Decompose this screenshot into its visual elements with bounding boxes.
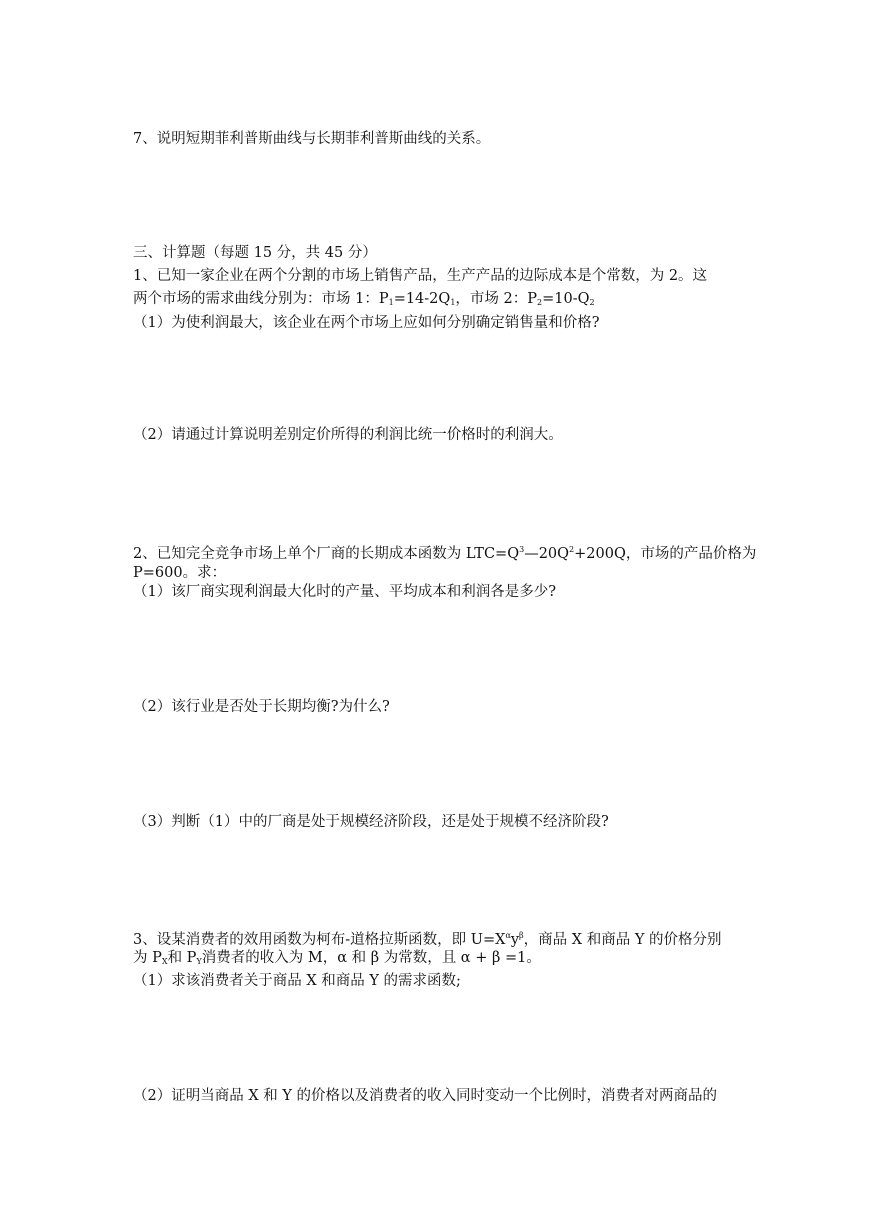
subscript: Y bbox=[196, 957, 202, 966]
problem-3-line-2 bbox=[133, 948, 541, 972]
text: 两个市场的需求曲线分别为：市场 1：P bbox=[133, 291, 389, 307]
problem-1-sub-2: （2）请通过计算说明差别定价所得的利润比统一价格时的利润大。 bbox=[133, 427, 563, 443]
problem-2-sub-2: （2）该行业是否处于长期均衡?为什么? bbox=[133, 699, 390, 715]
problem-1-line-2 bbox=[133, 289, 595, 313]
text: 消费者的收入为 M，α 和 β 为常数，且 α + β =1。 bbox=[201, 950, 541, 966]
subscript: X bbox=[161, 957, 168, 966]
superscript: β bbox=[519, 931, 524, 940]
problem-3-line-1 bbox=[133, 926, 722, 950]
problem-3-sub-1: （1）求该消费者关于商品 X 和商品 Y 的需求函数; bbox=[133, 973, 461, 989]
text: 2、已知完全竞争市场上单个厂商的长期成本函数为 LTC=Q bbox=[133, 546, 520, 562]
text: y bbox=[510, 932, 520, 948]
subscript: 2 bbox=[589, 298, 595, 307]
question-7: 7、说明短期菲利普斯曲线与长期菲利普斯曲线的关系。 bbox=[133, 131, 491, 147]
problem-2-sub-1: （1）该厂商实现利润最大化时的产量、平均成本和利润各是多少? bbox=[133, 584, 556, 600]
section-heading: 三、计算题（每题 15 分，共 45 分） bbox=[133, 245, 377, 261]
text: 为 P bbox=[133, 950, 162, 966]
problem-1-line-1: 1、已知一家企业在两个分割的市场上销售产品，生产产品的边际成本是个常数，为 2。这 bbox=[133, 268, 708, 284]
problem-2-line-2: P=600。求： bbox=[133, 565, 227, 581]
subscript: 2 bbox=[537, 298, 543, 307]
subscript: 1 bbox=[388, 298, 394, 307]
superscript: 2 bbox=[569, 545, 575, 554]
superscript: 3 bbox=[519, 545, 525, 554]
text: +200Q，市场的产品价格为 bbox=[574, 546, 757, 562]
superscript: α bbox=[505, 931, 511, 940]
problem-2-sub-3: （3）判断（1）中的厂商是处于规模经济阶段，还是处于规模不经济阶段? bbox=[133, 814, 609, 830]
text: =10-Q bbox=[542, 291, 590, 307]
text: ，市场 2：P bbox=[455, 291, 537, 307]
text: =14-2Q bbox=[393, 291, 451, 307]
text: ，商品 X 和商品 Y 的价格分别 bbox=[523, 932, 722, 948]
problem-1-sub-1: （1）为使利润最大，该企业在两个市场上应如何分别确定销售量和价格? bbox=[133, 315, 600, 331]
problem-2-line-1 bbox=[133, 540, 756, 564]
text: 3、设某消费者的效用函数为柯布-道格拉斯函数，即 U=X bbox=[133, 932, 506, 948]
problem-3-sub-2: （2）证明当商品 X 和 Y 的价格以及消费者的收入同时变动一个比例时，消费者对两商品的 bbox=[133, 1088, 718, 1104]
subscript: 1 bbox=[450, 298, 456, 307]
text: —20Q bbox=[524, 546, 570, 562]
text: 和 P bbox=[167, 950, 197, 966]
